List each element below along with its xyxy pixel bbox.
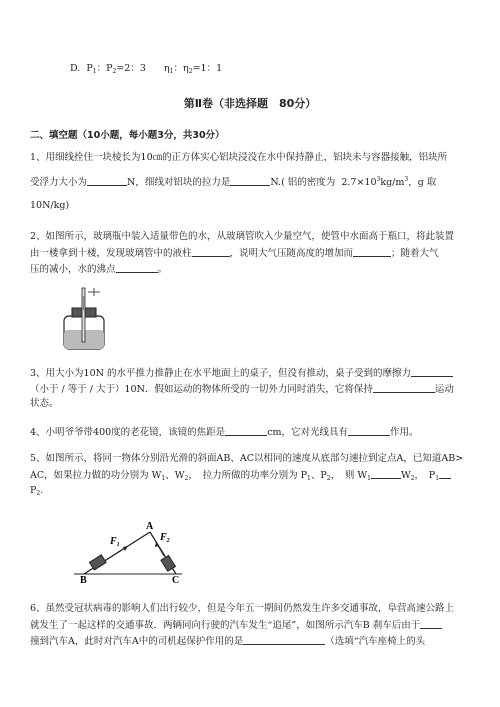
q6-line1: 6、虽然受冠状病毒的影响人们出行较少，但是今年五一期间仍然发生许多交通事故，阜营高速公路上 [30, 603, 455, 614]
q6-blank-1[interactable] [420, 619, 442, 629]
q5-line1: 5、如图所示，将同一物体分别沿光滑的斜面AB、AC以相同的速度从底部匀速拉到定点A，已知道AB> [30, 453, 464, 464]
q6-line3: 撞到汽车A，此时对汽车A中的司机起保护作用的是 （选填“汽车座椅上的头 [30, 636, 426, 647]
arrowhead-icon [123, 546, 128, 551]
q2-blank-3[interactable] [116, 263, 158, 273]
option-d: D. $P_1$：$P_2=2$：3 $\eta_1$：$\eta_2=1$：1 [70, 63, 223, 75]
q2-line3: 压的减小，水的沸点 。 [30, 264, 168, 275]
q1-blank-2[interactable] [230, 176, 270, 186]
q4-blank-1[interactable] [225, 426, 267, 436]
q3-line3: 状态。 [30, 398, 59, 409]
q2-blank-1[interactable] [192, 247, 230, 257]
q2-blank-2[interactable] [353, 247, 391, 257]
section-heading: 二、填空题（10小题，每小题3分，共30分） [30, 130, 225, 141]
q1-blank-1[interactable] [87, 176, 127, 186]
q1-line2: 受浮力大小为 N，细线对铝块的拉力是 N.( 铝的密度为 $2.7\times 10^3kg/m^3$，g 取 [30, 176, 437, 188]
label-f1: $F_1$ [110, 536, 120, 548]
q6-line2: 就发生了一起这样的交通事故．两辆同向行驶的汽车发生“追尾”，如图所示汽车B 刹车后由于 [30, 619, 442, 632]
q1-line3: 10N/kg) [30, 200, 70, 211]
incline-figure [70, 520, 190, 586]
q1-line1: 1、用细线拴住一块棱长为10㎝的正方体实心铝块浸没在水中保持静止，铝块未与容器接触，铝块所 [30, 152, 448, 163]
q5-blank-2[interactable] [439, 469, 451, 479]
label-a: A [146, 521, 154, 532]
label-b: B [80, 575, 87, 586]
q4-blank-2[interactable] [348, 426, 390, 436]
q3-blank-2[interactable] [373, 383, 435, 393]
q5-blank-1[interactable] [371, 469, 401, 479]
q2-line2: 由一楼拿到十楼，发现玻璃管中的液柱 ，说明大气压随高度的增加而 ；随着大气 [30, 248, 439, 259]
label-f2: $F_2$ [160, 532, 170, 544]
q3-line1: 3、用大小为10N 的水平推力推静止在水平地面上的桌子，但没有推动，桌子受到的摩擦力 [30, 367, 453, 380]
part-title: 第Ⅱ卷（非选择题 80分） [183, 97, 317, 110]
label-c: C [172, 575, 180, 586]
q2-line1: 2、如图所示，玻璃瓶中装入适量带色的水，从玻璃管吹入少量空气，使管中水面高于瓶口，将此装置 [30, 231, 455, 242]
bottle-figure [58, 286, 118, 352]
q5-line2: AC，如果拉力做的功分别为 $W_1$、$W_2$， 拉力所做的功率分别为 $P_1$、$P_2$， 则 $W_1$ $W_2$， $P_1$ [30, 469, 451, 485]
tube-liquid [82, 296, 85, 310]
block-b [89, 555, 106, 570]
q4-line: 4、小明爷爷带400度的老花镜，该镜的焦距是 cm，它对光线具有 作用。 [30, 427, 419, 438]
q5-line3: $P_2$. [30, 485, 44, 497]
q6-blank-2[interactable] [243, 635, 325, 645]
q3-line2: （小于 / 等于 / 大于）10N．假如运动的物体所受的一切外力同时消失，它将保持 运动 [30, 384, 454, 395]
q3-blank-1[interactable] [411, 367, 453, 377]
